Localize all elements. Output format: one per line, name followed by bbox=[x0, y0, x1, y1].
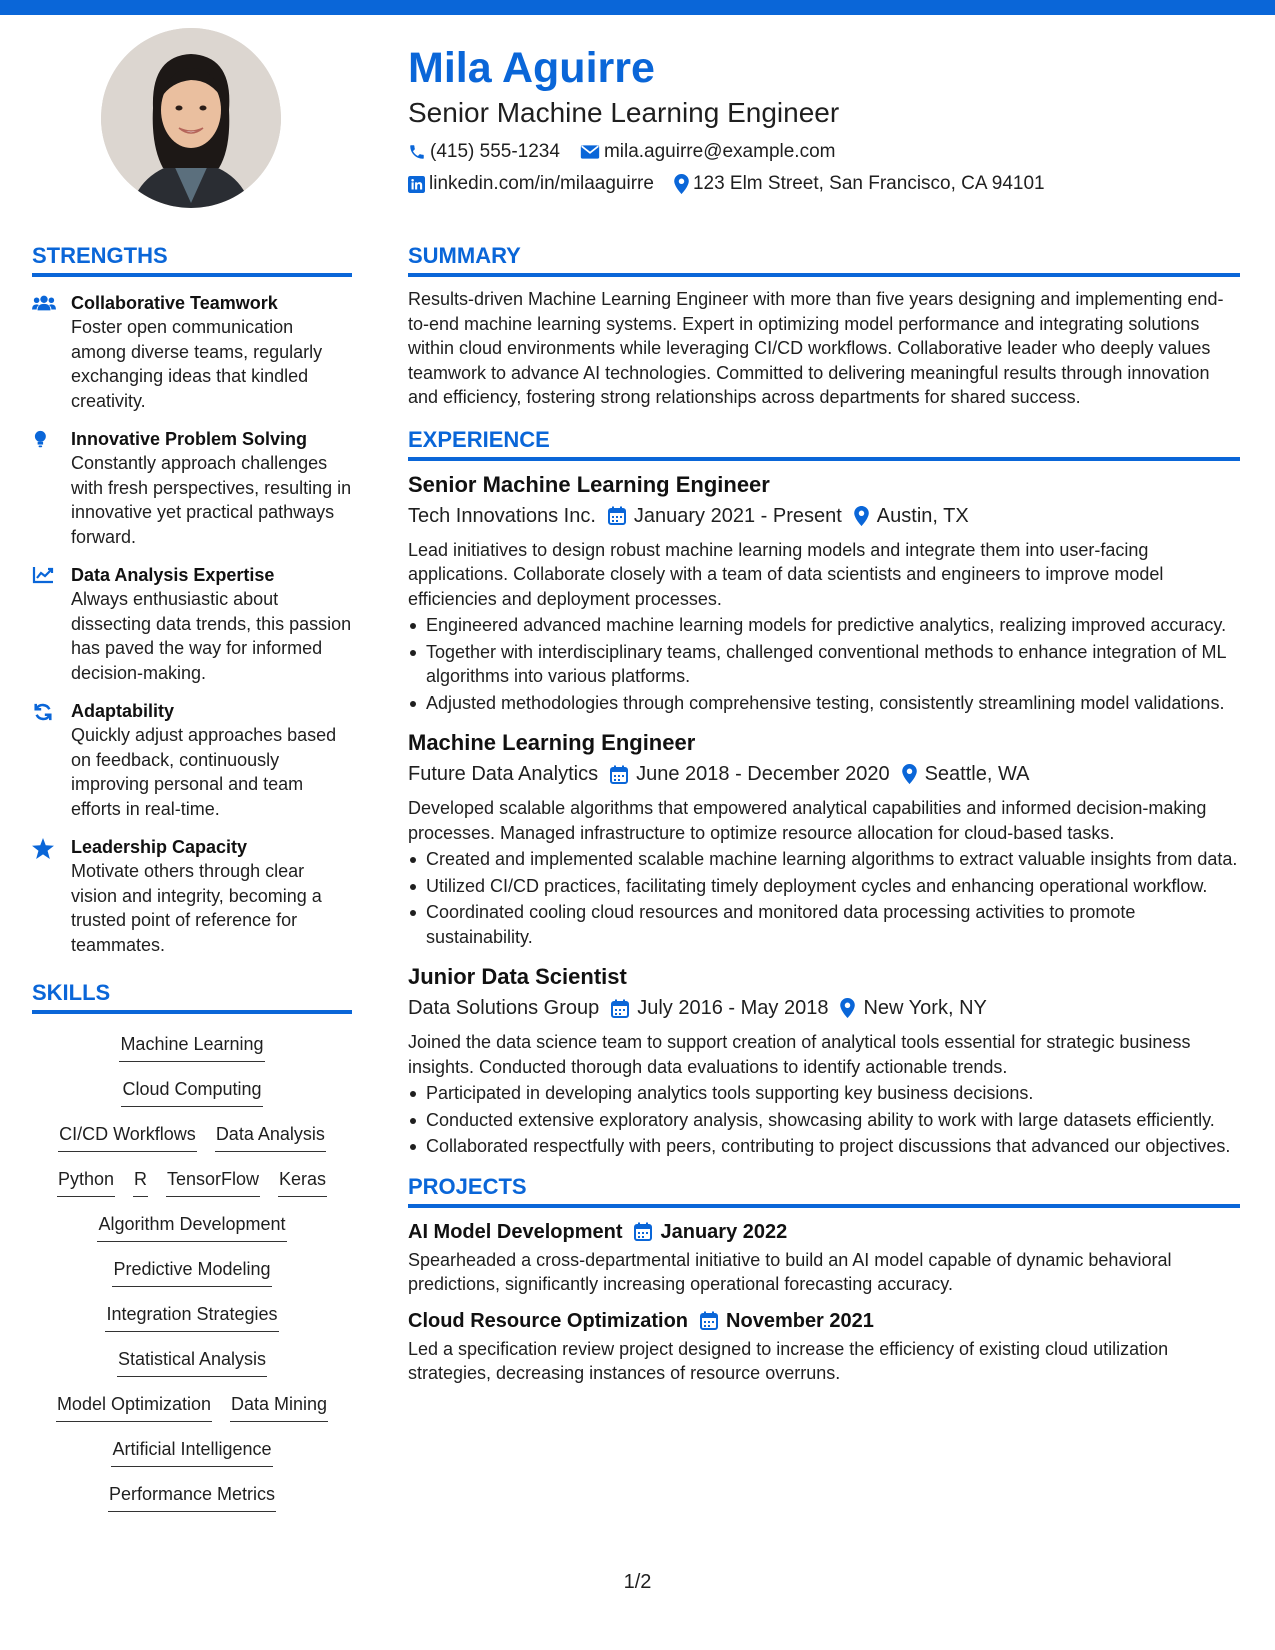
job-bullets bbox=[408, 1081, 1240, 1159]
strength-title: Leadership Capacity bbox=[71, 837, 248, 857]
skills-list bbox=[32, 1032, 352, 1527]
skill-tag: Cloud Computing bbox=[121, 1077, 262, 1107]
skill-tag: Model Optimization bbox=[56, 1392, 212, 1422]
job-location: New York, NY bbox=[863, 997, 987, 1019]
job-company: Data Solutions Group bbox=[408, 997, 600, 1019]
strength-item bbox=[32, 291, 352, 413]
candidate-name: Mila Aguirre bbox=[408, 44, 655, 92]
job-description: Lead initiatives to design robust machine learning models and integrate them into user-facing applications. Collaborate closely with a team of data scientists and engineers to improve model efficiencies and deployment processes. bbox=[408, 539, 1164, 609]
strength-desc: Constantly approach challenges with fresh perspectives, resulting in innovative yet practical pathways forward. bbox=[71, 453, 352, 547]
job-bullet: Utilized CI/CD practices, facilitating timely deployment cycles and enhancing operational workflow. bbox=[408, 874, 1240, 899]
users-icon bbox=[32, 294, 56, 312]
envelope-icon bbox=[580, 144, 600, 160]
project-date: November 2021 bbox=[726, 1309, 874, 1332]
job-bullet: Collaborated respectfully with peers, contributing to project discussions that advanced our objectives. bbox=[408, 1134, 1240, 1159]
calendar-icon bbox=[634, 1222, 652, 1241]
project-title-row bbox=[408, 1307, 1240, 1335]
job-company: Tech Innovations Inc. bbox=[408, 504, 596, 527]
phone-item bbox=[408, 140, 560, 164]
job-location: Austin, TX bbox=[876, 504, 969, 527]
job-role: Senior Machine Learning Engineer bbox=[408, 471, 770, 497]
job-bullet: Together with interdisciplinary teams, challenged conventional methods to enhance integration of ML algorithms into various platforms. bbox=[408, 640, 1240, 689]
job-dates: July 2016 - May 2018 bbox=[637, 997, 829, 1019]
job-meta bbox=[408, 760, 1240, 788]
resume-header bbox=[408, 42, 1238, 196]
skill-row bbox=[103, 1257, 280, 1302]
job-location: Seattle, WA bbox=[924, 763, 1030, 785]
contact-row-1 bbox=[408, 140, 1238, 164]
strength-desc: Foster open communication among diverse teams, regularly exchanging ideas that kindled creativity. bbox=[71, 317, 323, 411]
linkedin-item bbox=[408, 172, 654, 196]
skill-tag: CI/CD Workflows bbox=[58, 1122, 197, 1152]
page-number: 1/2 bbox=[623, 1571, 652, 1593]
linkedin-text[interactable]: linkedin.com/in/milaaguirre bbox=[429, 173, 654, 194]
job-role: Junior Data Scientist bbox=[408, 964, 627, 989]
strength-title: Innovative Problem Solving bbox=[71, 429, 308, 449]
top-accent-bar bbox=[0, 0, 1275, 15]
calendar-icon bbox=[608, 506, 626, 525]
profile-photo bbox=[101, 28, 281, 208]
projects-heading: PROJECTS bbox=[408, 1173, 1240, 1208]
skill-tag: Machine Learning bbox=[119, 1032, 264, 1062]
skill-tag: Performance Metrics bbox=[108, 1482, 276, 1512]
experience-heading: EXPERIENCE bbox=[408, 426, 1240, 461]
job-entry bbox=[408, 729, 1240, 949]
phone-icon bbox=[408, 143, 426, 161]
skill-tag: Integration Strategies bbox=[105, 1302, 278, 1332]
skill-row bbox=[49, 1122, 335, 1167]
skill-tag: Data Mining bbox=[230, 1392, 328, 1422]
address-item bbox=[674, 172, 1045, 196]
skill-row bbox=[47, 1392, 337, 1437]
skill-row bbox=[102, 1437, 281, 1482]
strength-item bbox=[32, 835, 352, 957]
strength-item bbox=[32, 563, 352, 685]
strengths-heading: STRENGTHS bbox=[32, 242, 352, 277]
skill-row bbox=[88, 1212, 295, 1257]
strength-desc: Motivate others through clear vision and integrity, becoming a trusted point of reference for teammates. bbox=[71, 861, 322, 955]
skill-tag: Data Analysis bbox=[215, 1122, 326, 1152]
address-text: 123 Elm Street, San Francisco, CA 94101 bbox=[692, 173, 1045, 194]
job-meta bbox=[408, 994, 1240, 1022]
skill-row bbox=[99, 1482, 285, 1527]
skill-tag: Keras bbox=[278, 1167, 327, 1197]
job-bullet: Adjusted methodologies through comprehensive testing, consistently streamlining model validations. bbox=[408, 691, 1240, 716]
job-role: Machine Learning Engineer bbox=[408, 730, 696, 755]
job-bullet: Conducted extensive exploratory analysis, showcasing ability to work with large datasets efficiently. bbox=[408, 1108, 1240, 1133]
summary-heading: SUMMARY bbox=[408, 242, 1240, 277]
project-entry bbox=[408, 1307, 1240, 1386]
project-title-row bbox=[408, 1218, 1240, 1246]
right-column bbox=[408, 242, 1240, 1386]
strength-desc: Quickly adjust approaches based on feedback, continuously improving personal and team efforts in real-time. bbox=[71, 725, 337, 819]
job-bullet: Coordinated cooling cloud resources and monitored data processing activities to promote sustainability. bbox=[408, 900, 1240, 949]
map-pin-icon bbox=[854, 506, 869, 526]
project-description: Led a specification review project designed to increase the efficiency of existing cloud utilization strategies, decreasing instances of resource overruns. bbox=[408, 1338, 1169, 1383]
star-icon bbox=[32, 838, 54, 859]
lightbulb-icon bbox=[32, 430, 56, 450]
phone-text[interactable]: (415) 555-1234 bbox=[430, 141, 560, 162]
linkedin-icon bbox=[408, 176, 425, 193]
map-pin-icon bbox=[840, 998, 855, 1018]
project-title: Cloud Resource Optimization bbox=[408, 1309, 689, 1332]
skill-tag: R bbox=[133, 1167, 148, 1197]
email-text[interactable]: mila.aguirre@example.com bbox=[603, 141, 836, 162]
job-bullets bbox=[408, 613, 1240, 715]
job-dates: June 2018 - December 2020 bbox=[636, 763, 890, 785]
strength-title: Collaborative Teamwork bbox=[71, 293, 278, 313]
map-pin-icon bbox=[674, 174, 689, 194]
calendar-icon bbox=[611, 999, 629, 1018]
strength-title: Adaptability bbox=[71, 701, 175, 721]
left-column bbox=[32, 242, 352, 1527]
map-pin-icon bbox=[902, 764, 917, 784]
skill-row bbox=[48, 1167, 336, 1212]
skill-tag: Algorithm Development bbox=[97, 1212, 286, 1242]
job-meta bbox=[408, 502, 1240, 530]
job-bullets bbox=[408, 847, 1240, 949]
strength-item bbox=[32, 699, 352, 821]
skill-row bbox=[108, 1347, 276, 1392]
project-description: Spearheaded a cross-departmental initiative to build an AI model capable of dynamic behavioral predictions, significantly increasing operational forecasting accuracy. bbox=[408, 1249, 1172, 1294]
chart-line-icon bbox=[32, 566, 54, 584]
job-bullet: Participated in developing analytics tools supporting key business decisions. bbox=[408, 1081, 1240, 1106]
job-bullet: Engineered advanced machine learning models for predictive analytics, realizing improved accuracy. bbox=[408, 613, 1240, 638]
job-description: Joined the data science team to support creation of analytical tools essential for strategic business insights. Conducted thorough data evaluations to identify actionable trends. bbox=[408, 1032, 1191, 1077]
job-entry bbox=[408, 471, 1240, 716]
job-dates: January 2021 - Present bbox=[633, 504, 842, 527]
sync-icon bbox=[32, 702, 54, 722]
contact-row-2 bbox=[408, 172, 1238, 196]
calendar-icon bbox=[610, 765, 628, 784]
summary-text: Results-driven Machine Learning Engineer with more than five years designing and implementing end-to-end machine learning systems. Expert in optimizing model performance and integrating solutions within cloud environments while leveraging CI/CD workflows. Collaborative leader who deeply values teamwork to advance AI technologies. Committed to delivering meaningful results through innovation and efficiency, fostering strong relationships across departments for shared success. bbox=[408, 289, 1224, 407]
project-title: AI Model Development bbox=[408, 1220, 623, 1243]
strength-desc: Always enthusiastic about dissecting data trends, this passion has paved the way for informed decision-making. bbox=[71, 589, 352, 683]
job-description: Developed scalable algorithms that empowered analytical capabilities and informed decision-making processes. Managed infrastructure to optimize resource allocation for cloud-based tasks. bbox=[408, 798, 1207, 843]
skill-tag: Statistical Analysis bbox=[117, 1347, 267, 1377]
job-company: Future Data Analytics bbox=[408, 763, 599, 785]
strength-title: Data Analysis Expertise bbox=[71, 565, 275, 585]
email-item bbox=[580, 140, 836, 164]
project-entry bbox=[408, 1218, 1240, 1297]
strength-item bbox=[32, 427, 352, 549]
skill-row bbox=[110, 1032, 273, 1077]
project-date: January 2022 bbox=[660, 1220, 788, 1243]
job-entry bbox=[408, 963, 1240, 1159]
calendar-icon bbox=[700, 1311, 718, 1330]
skill-tag: Predictive Modeling bbox=[112, 1257, 271, 1287]
job-bullet: Created and implemented scalable machine learning algorithms to extract valuable insights from data. bbox=[408, 847, 1240, 872]
skills-heading: SKILLS bbox=[32, 979, 352, 1014]
skill-row bbox=[112, 1077, 271, 1122]
strengths-list bbox=[32, 291, 352, 957]
skill-tag: Artificial Intelligence bbox=[111, 1437, 272, 1467]
skill-tag: Python bbox=[57, 1167, 115, 1197]
skill-row bbox=[96, 1302, 287, 1347]
candidate-title: Senior Machine Learning Engineer bbox=[408, 97, 840, 128]
skill-tag: TensorFlow bbox=[166, 1167, 260, 1197]
